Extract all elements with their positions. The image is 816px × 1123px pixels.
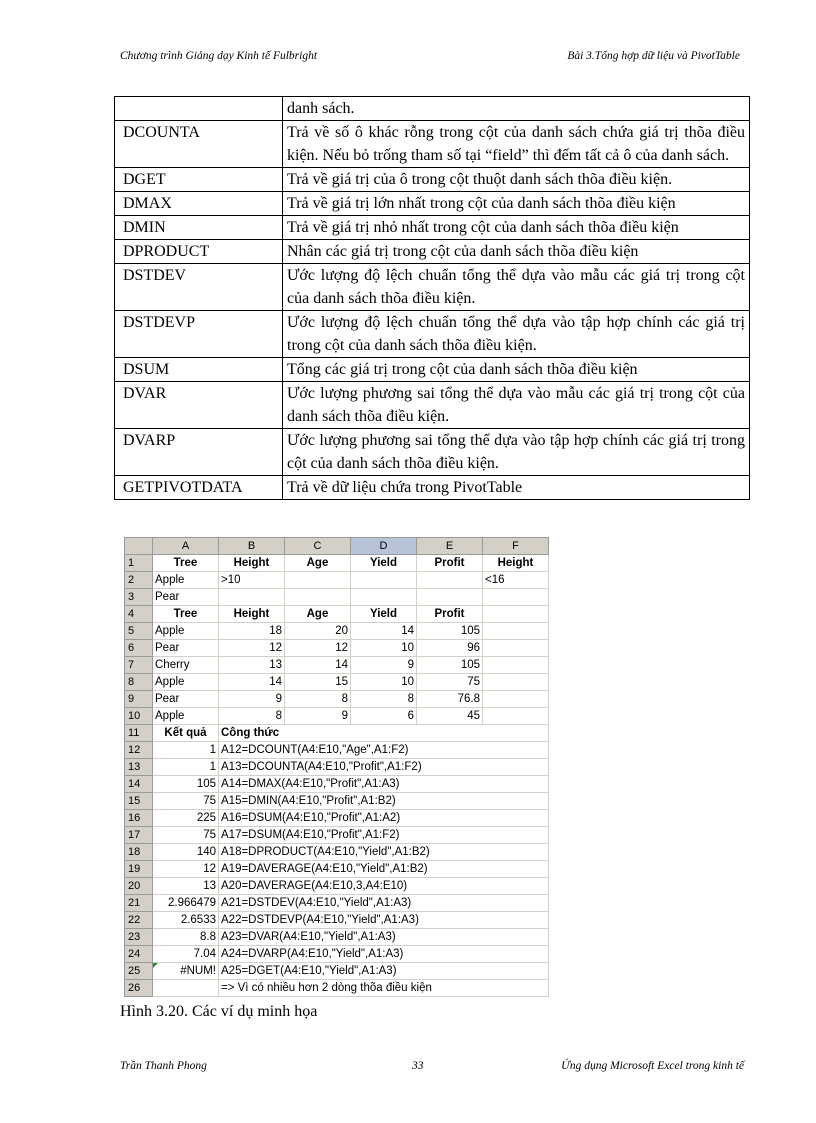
sheet-cell[interactable]: [285, 589, 351, 606]
sheet-cell[interactable]: 14: [285, 657, 351, 674]
row-header[interactable]: 3: [125, 589, 153, 606]
formula-cell[interactable]: A23=DVAR(A4:E10,"Yield",A1:A3): [219, 929, 549, 946]
row-header[interactable]: 9: [125, 691, 153, 708]
result-cell[interactable]: 13: [153, 878, 219, 895]
function-row: [115, 429, 750, 476]
sheet-row: [125, 793, 549, 810]
sheet-cell[interactable]: [483, 674, 549, 691]
footer-book-title: Ứng dụng Microsoft Excel trong kinh tế: [561, 1060, 744, 1072]
figure-caption: Hình 3.20. Các ví dụ minh họa: [120, 1003, 318, 1020]
sheet-cell[interactable]: Yield: [351, 555, 417, 572]
function-row: [115, 476, 750, 500]
sheet-row: [125, 963, 549, 980]
row-header[interactable]: 1: [125, 555, 153, 572]
sheet-cell[interactable]: [483, 589, 549, 606]
result-cell[interactable]: 2.6533: [153, 912, 219, 929]
sheet-cell[interactable]: >10: [219, 572, 285, 589]
formula-cell[interactable]: A12=DCOUNT(A4:E10,"Age",A1:F2): [219, 742, 549, 759]
sheet-cell[interactable]: 9: [351, 657, 417, 674]
sheet-cell[interactable]: 20: [285, 623, 351, 640]
sheet-cell[interactable]: 18: [219, 623, 285, 640]
function-row: [115, 192, 750, 216]
result-cell[interactable]: 7.04: [153, 946, 219, 963]
result-cell[interactable]: 1: [153, 759, 219, 776]
sheet-row: [125, 929, 549, 946]
page-number: 33: [412, 1060, 424, 1072]
sheet-cell[interactable]: Pear: [153, 640, 219, 657]
row-header[interactable]: 11: [125, 725, 153, 742]
sheet-cell[interactable]: [483, 691, 549, 708]
row-header[interactable]: 24: [125, 946, 153, 963]
formula-cell[interactable]: => Vì có nhiều hơn 2 dòng thõa điều kiện: [219, 980, 549, 997]
row-header[interactable]: 5: [125, 623, 153, 640]
formula-cell[interactable]: A16=DSUM(A4:E10,"Profit",A1:A2): [219, 810, 549, 827]
function-description: Trả về giá trị nhỏ nhất trong cột của danh sách thõa điều kiện: [283, 216, 750, 240]
sheet-cell[interactable]: 8: [285, 691, 351, 708]
sheet-cell[interactable]: Apple: [153, 623, 219, 640]
result-cell[interactable]: [153, 980, 219, 997]
function-description: Trả về dữ liệu chứa trong PivotTable: [283, 476, 750, 500]
sheet-cell[interactable]: Tree: [153, 606, 219, 623]
sheet-row: [125, 606, 549, 623]
function-description: Ước lượng phương sai tổng thể dựa vào tập hợp chính các giá trị trong cột của danh sách thõa điều kiện.: [283, 429, 750, 476]
sheet-cell[interactable]: [417, 572, 483, 589]
sheet-cell[interactable]: 75: [417, 674, 483, 691]
result-cell[interactable]: 225: [153, 810, 219, 827]
row-header[interactable]: 14: [125, 776, 153, 793]
formula-cell[interactable]: A24=DVARP(A4:E10,"Yield",A1:A3): [219, 946, 549, 963]
row-header[interactable]: 22: [125, 912, 153, 929]
function-description: Ước lượng độ lệch chuẩn tổng thể dựa vào tập hợp chính các giá trị trong cột của danh sách thõa điều kiện.: [283, 311, 750, 358]
sheet-row: [125, 708, 549, 725]
sheet-row: [125, 827, 549, 844]
select-all-corner[interactable]: [125, 538, 153, 555]
result-cell[interactable]: 2.966479: [153, 895, 219, 912]
function-name: [115, 97, 283, 121]
formula-cell[interactable]: A14=DMAX(A4:E10,"Profit",A1:A3): [219, 776, 549, 793]
function-description: danh sách.: [283, 97, 750, 121]
row-header[interactable]: 2: [125, 572, 153, 589]
column-header-b[interactable]: B: [219, 538, 285, 555]
function-description: Trả về giá trị lớn nhất trong cột của danh sách thõa điều kiện: [283, 192, 750, 216]
result-cell[interactable]: 12: [153, 861, 219, 878]
function-row: [115, 240, 750, 264]
formula-cell[interactable]: A25=DGET(A4:E10,"Yield",A1:A3): [219, 963, 549, 980]
spreadsheet-figure: [124, 537, 548, 998]
sheet-cell[interactable]: [483, 623, 549, 640]
row-header[interactable]: 4: [125, 606, 153, 623]
sheet-row: [125, 623, 549, 640]
column-header-a[interactable]: A: [153, 538, 219, 555]
row-header[interactable]: 17: [125, 827, 153, 844]
sheet-cell[interactable]: Age: [285, 555, 351, 572]
formula-cell[interactable]: Công thức: [219, 725, 549, 742]
row-header[interactable]: 23: [125, 929, 153, 946]
function-description: Trả về giá trị của ô trong cột thuột danh sách thõa điều kiện.: [283, 168, 750, 192]
result-cell[interactable]: 140: [153, 844, 219, 861]
sheet-cell[interactable]: [417, 589, 483, 606]
sheet-cell[interactable]: Profit: [417, 555, 483, 572]
result-cell[interactable]: 75: [153, 793, 219, 810]
sheet-cell[interactable]: 105: [417, 623, 483, 640]
row-header[interactable]: 7: [125, 657, 153, 674]
row-header[interactable]: 21: [125, 895, 153, 912]
sheet-row: [125, 691, 549, 708]
row-header[interactable]: 25: [125, 963, 153, 980]
sheet-row: [125, 640, 549, 657]
function-row: [115, 168, 750, 192]
sheet-cell[interactable]: Yield: [351, 606, 417, 623]
sheet-cell[interactable]: 15: [285, 674, 351, 691]
sheet-cell[interactable]: 6: [351, 708, 417, 725]
row-header[interactable]: 16: [125, 810, 153, 827]
sheet-cell[interactable]: [483, 657, 549, 674]
sheet-cell[interactable]: 8: [351, 691, 417, 708]
row-header[interactable]: 10: [125, 708, 153, 725]
sheet-row: [125, 725, 549, 742]
sheet-row: [125, 810, 549, 827]
sheet-cell[interactable]: Height: [483, 555, 549, 572]
sheet-cell[interactable]: Pear: [153, 589, 219, 606]
sheet-cell[interactable]: [483, 708, 549, 725]
formula-cell[interactable]: A18=DPRODUCT(A4:E10,"Yield",A1:B2): [219, 844, 549, 861]
sheet-cell[interactable]: Age: [285, 606, 351, 623]
sheet-cell[interactable]: Apple: [153, 674, 219, 691]
result-cell[interactable]: 75: [153, 827, 219, 844]
header-lesson-title: Bài 3.Tổng hợp dữ liệu và PivotTable: [567, 50, 740, 62]
header-course-title: Chương trình Giảng dạy Kinh tế Fulbright: [120, 50, 318, 62]
sheet-row: [125, 572, 549, 589]
function-description: Ước lượng phương sai tổng thể dựa vào mẫu các giá trị trong cột của danh sách thõa điều kiện.: [283, 382, 750, 429]
sheet-cell[interactable]: Height: [219, 606, 285, 623]
function-name: DVAR: [115, 382, 283, 429]
function-description: Tổng các giá trị trong cột của danh sách thõa điều kiện: [283, 358, 750, 382]
row-header[interactable]: 26: [125, 980, 153, 997]
sheet-row: [125, 776, 549, 793]
sheet-cell[interactable]: Height: [219, 555, 285, 572]
function-name: DVARP: [115, 429, 283, 476]
result-cell[interactable]: 105: [153, 776, 219, 793]
sheet-row: [125, 674, 549, 691]
function-row: [115, 216, 750, 240]
function-name: DGET: [115, 168, 283, 192]
sheet-cell[interactable]: <16: [483, 572, 549, 589]
sheet-cell[interactable]: 9: [219, 691, 285, 708]
sheet-cell[interactable]: Profit: [417, 606, 483, 623]
column-header-d[interactable]: D: [351, 538, 417, 555]
function-row: [115, 121, 750, 168]
column-header-c[interactable]: C: [285, 538, 351, 555]
column-header-e[interactable]: E: [417, 538, 483, 555]
sheet-cell[interactable]: 76.8: [417, 691, 483, 708]
sheet-row: [125, 946, 549, 963]
column-header-f[interactable]: F: [483, 538, 549, 555]
result-cell[interactable]: #NUM!: [153, 963, 219, 980]
sheet-row: [125, 912, 549, 929]
sheet-cell[interactable]: 105: [417, 657, 483, 674]
row-header[interactable]: 8: [125, 674, 153, 691]
function-name: DPRODUCT: [115, 240, 283, 264]
function-name: DMIN: [115, 216, 283, 240]
sheet-row: [125, 657, 549, 674]
function-name: GETPIVOTDATA: [115, 476, 283, 500]
sheet-cell[interactable]: 12: [219, 640, 285, 657]
function-name: DMAX: [115, 192, 283, 216]
sheet-cell[interactable]: 14: [351, 623, 417, 640]
row-header[interactable]: 18: [125, 844, 153, 861]
sheet-cell[interactable]: Apple: [153, 708, 219, 725]
sheet-row: [125, 878, 549, 895]
sheet-cell[interactable]: 8: [219, 708, 285, 725]
footer-author: Trần Thanh Phong: [120, 1060, 207, 1072]
formula-cell[interactable]: A22=DSTDEVP(A4:E10,"Yield",A1:A3): [219, 912, 549, 929]
sheet-cell[interactable]: [483, 606, 549, 623]
sheet-cell[interactable]: 96: [417, 640, 483, 657]
row-header[interactable]: 20: [125, 878, 153, 895]
result-cell[interactable]: 8.8: [153, 929, 219, 946]
sheet-row: [125, 895, 549, 912]
sheet-cell[interactable]: Apple: [153, 572, 219, 589]
sheet-cell[interactable]: 13: [219, 657, 285, 674]
page-header: [0, 50, 816, 66]
formula-cell[interactable]: A19=DAVERAGE(A4:E10,"Yield",A1:B2): [219, 861, 549, 878]
function-name: DSTDEVP: [115, 311, 283, 358]
function-description: Ước lượng độ lệch chuẩn tổng thể dựa vào mẫu các giá trị trong cột của danh sách thõa điều kiện.: [283, 264, 750, 311]
row-header[interactable]: 6: [125, 640, 153, 657]
sheet-cell[interactable]: [351, 589, 417, 606]
row-header[interactable]: 15: [125, 793, 153, 810]
function-description: Nhân các giá trị trong cột của danh sách thõa điều kiện: [283, 240, 750, 264]
sheet-cell[interactable]: [483, 640, 549, 657]
sheet-row: [125, 980, 549, 997]
sheet-cell[interactable]: Pear: [153, 691, 219, 708]
function-row: [115, 382, 750, 429]
formula-cell[interactable]: A13=DCOUNTA(A4:E10,"Profit",A1:F2): [219, 759, 549, 776]
sheet-row: [125, 759, 549, 776]
sheet-cell[interactable]: 12: [285, 640, 351, 657]
sheet-cell[interactable]: Cherry: [153, 657, 219, 674]
sheet-cell[interactable]: 10: [351, 640, 417, 657]
function-table: [114, 96, 750, 500]
formula-cell[interactable]: A15=DMIN(A4:E10,"Profit",A1:B2): [219, 793, 549, 810]
function-row: [115, 358, 750, 382]
function-row: [115, 97, 750, 121]
sheet-row: [125, 844, 549, 861]
row-header[interactable]: 12: [125, 742, 153, 759]
result-cell[interactable]: Kết quả: [153, 725, 219, 742]
formula-cell[interactable]: A20=DAVERAGE(A4:E10,3,A4:E10): [219, 878, 549, 895]
sheet-row: [125, 589, 549, 606]
function-name: DSUM: [115, 358, 283, 382]
spreadsheet-grid: [124, 537, 549, 997]
sheet-cell[interactable]: [351, 572, 417, 589]
sheet-cell[interactable]: [285, 572, 351, 589]
sheet-row: [125, 555, 549, 572]
sheet-cell[interactable]: [219, 589, 285, 606]
sheet-cell[interactable]: Tree: [153, 555, 219, 572]
sheet-row: [125, 742, 549, 759]
function-row: [115, 311, 750, 358]
formula-cell[interactable]: A17=DSUM(A4:E10,"Profit",A1:F2): [219, 827, 549, 844]
sheet-cell[interactable]: 9: [285, 708, 351, 725]
sheet-cell[interactable]: 10: [351, 674, 417, 691]
result-cell[interactable]: 1: [153, 742, 219, 759]
sheet-cell[interactable]: 45: [417, 708, 483, 725]
sheet-row: [125, 861, 549, 878]
function-description: Trả về số ô khác rỗng trong cột của danh sách chứa giá trị thõa điều kiện. Nếu bỏ trống tham số tại “field” thì đếm tất cả ô của danh sách.: [283, 121, 750, 168]
sheet-cell[interactable]: 14: [219, 674, 285, 691]
function-name: DSTDEV: [115, 264, 283, 311]
formula-cell[interactable]: A21=DSTDEV(A4:E10,"Yield",A1:A3): [219, 895, 549, 912]
function-name: DCOUNTA: [115, 121, 283, 168]
function-row: [115, 264, 750, 311]
row-header[interactable]: 19: [125, 861, 153, 878]
row-header[interactable]: 13: [125, 759, 153, 776]
